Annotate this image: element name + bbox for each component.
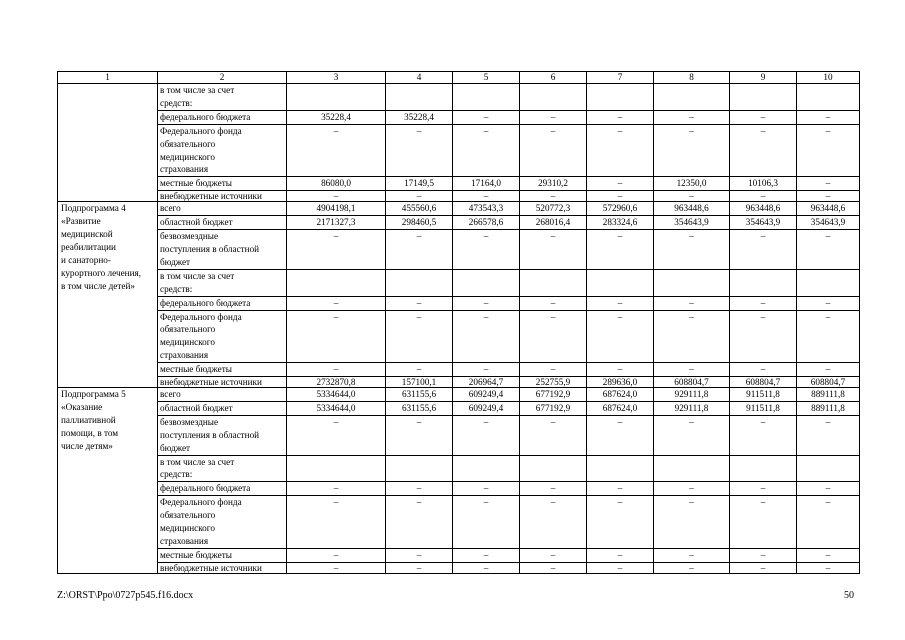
funding-source: безвозмездные поступления в областной бюджет	[158, 415, 287, 455]
amount-cell: –	[520, 415, 587, 455]
amount-cell: –	[797, 415, 860, 455]
funding-source: всего	[158, 202, 287, 216]
amount-cell	[386, 84, 453, 111]
subprogram-name: Подпрограмма 5 «Оказание паллиативной помощи, в том числе детям»	[58, 388, 158, 574]
table-row	[58, 482, 860, 496]
amount-cell: 608804,7	[654, 377, 730, 388]
amount-cell: –	[386, 191, 453, 202]
amount-cell: 609249,4	[453, 401, 520, 415]
amount-cell: –	[287, 415, 386, 455]
amount-cell: –	[730, 296, 797, 310]
subprogram-name: Подпрограмма 4 «Развитие медицинской реабилитации и санаторно- курортного лечения, в том числе детей»	[58, 202, 158, 388]
amount-cell: –	[730, 482, 797, 496]
amount-cell: 5334644,0	[287, 388, 386, 402]
amount-cell: –	[587, 110, 654, 124]
amount-cell	[797, 84, 860, 111]
amount-cell	[520, 269, 587, 296]
header-row	[58, 72, 860, 84]
amount-cell: –	[730, 363, 797, 377]
table-row	[58, 124, 860, 177]
table-row	[58, 548, 860, 562]
amount-cell: –	[453, 191, 520, 202]
amount-cell: 631155,6	[386, 401, 453, 415]
amount-cell: –	[587, 363, 654, 377]
table-row	[58, 455, 860, 482]
amount-cell: –	[730, 230, 797, 270]
amount-cell: –	[587, 548, 654, 562]
amount-cell: –	[520, 230, 587, 270]
funding-source: местные бюджеты	[158, 548, 287, 562]
amount-cell: –	[587, 482, 654, 496]
amount-cell: 5334644,0	[287, 401, 386, 415]
amount-cell: 687624,0	[587, 401, 654, 415]
amount-cell: 608804,7	[797, 377, 860, 388]
table-row	[58, 191, 860, 202]
amount-cell: –	[654, 415, 730, 455]
subprogram-name	[58, 84, 158, 202]
amount-cell: –	[520, 482, 587, 496]
amount-cell: 289636,0	[587, 377, 654, 388]
amount-cell: 2171327,3	[287, 216, 386, 230]
funding-source: местные бюджеты	[158, 363, 287, 377]
amount-cell: 963448,6	[730, 202, 797, 216]
amount-cell: 911511,8	[730, 388, 797, 402]
amount-cell	[587, 455, 654, 482]
amount-cell: 631155,6	[386, 388, 453, 402]
funding-source: областной бюджет	[158, 216, 287, 230]
amount-cell: –	[453, 415, 520, 455]
amount-cell: –	[453, 548, 520, 562]
column-number: 4	[386, 72, 453, 84]
amount-cell: –	[287, 124, 386, 177]
amount-cell: 17164,0	[453, 177, 520, 191]
amount-cell: –	[797, 482, 860, 496]
amount-cell: 677192,9	[520, 401, 587, 415]
column-number: 9	[730, 72, 797, 84]
amount-cell: –	[654, 124, 730, 177]
amount-cell: –	[730, 110, 797, 124]
amount-cell: 963448,6	[797, 202, 860, 216]
amount-cell: –	[797, 124, 860, 177]
amount-cell: –	[287, 496, 386, 549]
funding-source: областной бюджет	[158, 401, 287, 415]
funding-source: в том числе за счет средств:	[158, 84, 287, 111]
funding-source: Федерального фонда обязательного медицинского страхования	[158, 124, 287, 177]
amount-cell: –	[654, 562, 730, 573]
amount-cell: –	[587, 177, 654, 191]
amount-cell: –	[587, 310, 654, 363]
amount-cell: –	[453, 230, 520, 270]
amount-cell: 10106,3	[730, 177, 797, 191]
amount-cell: –	[386, 415, 453, 455]
funding-source: внебюджетные источники	[158, 562, 287, 573]
amount-cell: –	[386, 310, 453, 363]
amount-cell: –	[797, 110, 860, 124]
amount-cell: –	[453, 124, 520, 177]
amount-cell: –	[287, 482, 386, 496]
amount-cell: –	[520, 191, 587, 202]
amount-cell	[453, 269, 520, 296]
amount-cell: –	[453, 310, 520, 363]
amount-cell: –	[520, 562, 587, 573]
amount-cell	[654, 269, 730, 296]
amount-cell: –	[386, 482, 453, 496]
amount-cell: –	[654, 110, 730, 124]
amount-cell: –	[654, 363, 730, 377]
amount-cell: –	[797, 363, 860, 377]
amount-cell: –	[730, 562, 797, 573]
amount-cell: 268016,4	[520, 216, 587, 230]
amount-cell: –	[287, 548, 386, 562]
column-number: 2	[158, 72, 287, 84]
amount-cell: –	[386, 230, 453, 270]
amount-cell: –	[453, 482, 520, 496]
amount-cell: –	[797, 296, 860, 310]
amount-cell: 687624,0	[587, 388, 654, 402]
funding-source: местные бюджеты	[158, 177, 287, 191]
amount-cell	[287, 84, 386, 111]
amount-cell	[797, 455, 860, 482]
amount-cell	[287, 269, 386, 296]
amount-cell: 354643,9	[654, 216, 730, 230]
amount-cell: –	[520, 363, 587, 377]
amount-cell: –	[654, 191, 730, 202]
amount-cell: –	[797, 548, 860, 562]
table-row	[58, 110, 860, 124]
amount-cell: 35228,4	[386, 110, 453, 124]
amount-cell: 354643,9	[797, 216, 860, 230]
funding-source: Федерального фонда обязательного медицинского страхования	[158, 310, 287, 363]
amount-cell	[287, 455, 386, 482]
amount-cell: 929111,8	[654, 401, 730, 415]
funding-source: всего	[158, 388, 287, 402]
amount-cell: 889111,8	[797, 388, 860, 402]
amount-cell	[453, 84, 520, 111]
table-row	[58, 177, 860, 191]
amount-cell: –	[453, 363, 520, 377]
amount-cell: –	[797, 496, 860, 549]
amount-cell: 609249,4	[453, 388, 520, 402]
amount-cell	[587, 84, 654, 111]
amount-cell: –	[386, 548, 453, 562]
table-row	[58, 310, 860, 363]
amount-cell: –	[287, 562, 386, 573]
column-number: 8	[654, 72, 730, 84]
amount-cell: 889111,8	[797, 401, 860, 415]
amount-cell: 35228,4	[287, 110, 386, 124]
amount-cell: –	[654, 296, 730, 310]
amount-cell	[453, 455, 520, 482]
amount-cell: 29310,2	[520, 177, 587, 191]
amount-cell	[730, 269, 797, 296]
amount-cell: –	[654, 310, 730, 363]
amount-cell: 298460,5	[386, 216, 453, 230]
amount-cell	[654, 455, 730, 482]
amount-cell: –	[287, 310, 386, 363]
funding-source: федерального бюджета	[158, 296, 287, 310]
amount-cell: –	[587, 415, 654, 455]
amount-cell: –	[730, 124, 797, 177]
amount-cell: –	[453, 496, 520, 549]
amount-cell: –	[386, 363, 453, 377]
table-row	[58, 562, 860, 573]
column-number: 3	[287, 72, 386, 84]
amount-cell: –	[587, 191, 654, 202]
amount-cell: –	[386, 124, 453, 177]
column-number: 10	[797, 72, 860, 84]
amount-cell	[520, 84, 587, 111]
amount-cell: 157100,1	[386, 377, 453, 388]
amount-cell: –	[287, 230, 386, 270]
amount-cell: 520772,3	[520, 202, 587, 216]
column-number: 1	[58, 72, 158, 84]
amount-cell: –	[520, 310, 587, 363]
amount-cell: –	[797, 310, 860, 363]
amount-cell: 929111,8	[654, 388, 730, 402]
funding-source: внебюджетные источники	[158, 377, 287, 388]
amount-cell: 266578,6	[453, 216, 520, 230]
amount-cell: –	[587, 124, 654, 177]
amount-cell	[386, 269, 453, 296]
amount-cell: 455560,6	[386, 202, 453, 216]
table-row	[58, 496, 860, 549]
amount-cell: –	[587, 496, 654, 549]
table-row	[58, 202, 860, 216]
amount-cell: –	[730, 496, 797, 549]
amount-cell: –	[386, 296, 453, 310]
amount-cell: –	[520, 496, 587, 549]
funding-source: безвозмездные поступления в областной бюджет	[158, 230, 287, 270]
amount-cell: –	[520, 110, 587, 124]
funding-source: Федерального фонда обязательного медицинского страхования	[158, 496, 287, 549]
amount-cell: –	[654, 482, 730, 496]
column-number: 5	[453, 72, 520, 84]
budget-table	[57, 71, 860, 574]
amount-cell: 473543,3	[453, 202, 520, 216]
amount-cell	[730, 84, 797, 111]
amount-cell: –	[386, 496, 453, 549]
page-number: 50	[844, 590, 854, 601]
amount-cell	[587, 269, 654, 296]
amount-cell: –	[520, 548, 587, 562]
amount-cell: –	[797, 230, 860, 270]
funding-source: федерального бюджета	[158, 482, 287, 496]
amount-cell: –	[730, 310, 797, 363]
column-number: 6	[520, 72, 587, 84]
amount-cell: –	[587, 562, 654, 573]
funding-source: федерального бюджета	[158, 110, 287, 124]
amount-cell: 86080,0	[287, 177, 386, 191]
amount-cell: –	[654, 230, 730, 270]
amount-cell: –	[587, 296, 654, 310]
amount-cell: 963448,6	[654, 202, 730, 216]
amount-cell: 572960,6	[587, 202, 654, 216]
table-row	[58, 363, 860, 377]
amount-cell: –	[730, 415, 797, 455]
amount-cell: –	[287, 296, 386, 310]
amount-cell: 17149,5	[386, 177, 453, 191]
amount-cell: –	[287, 191, 386, 202]
amount-cell: –	[386, 562, 453, 573]
table-row	[58, 415, 860, 455]
amount-cell	[797, 269, 860, 296]
funding-source: в том числе за счет средств:	[158, 455, 287, 482]
amount-cell: 12350,0	[654, 177, 730, 191]
amount-cell: –	[654, 496, 730, 549]
amount-cell: –	[453, 562, 520, 573]
amount-cell: 283324,6	[587, 216, 654, 230]
amount-cell: –	[287, 363, 386, 377]
amount-cell: 4904198,1	[287, 202, 386, 216]
table-row	[58, 401, 860, 415]
amount-cell: 2732870,8	[287, 377, 386, 388]
table-row	[58, 230, 860, 270]
amount-cell: –	[730, 191, 797, 202]
amount-cell: 608804,7	[730, 377, 797, 388]
amount-cell: –	[520, 296, 587, 310]
amount-cell	[520, 455, 587, 482]
amount-cell: 354643,9	[730, 216, 797, 230]
amount-cell: –	[797, 191, 860, 202]
amount-cell	[730, 455, 797, 482]
table-row	[58, 84, 860, 111]
amount-cell	[386, 455, 453, 482]
funding-source: внебюджетные источники	[158, 191, 287, 202]
file-path: Z:\ORST\Ppo\0727p545.f16.docx	[57, 590, 194, 601]
table-row	[58, 296, 860, 310]
amount-cell: –	[654, 548, 730, 562]
amount-cell: –	[453, 110, 520, 124]
amount-cell: 252755,9	[520, 377, 587, 388]
amount-cell: –	[587, 230, 654, 270]
table-row	[58, 377, 860, 388]
amount-cell: 206964,7	[453, 377, 520, 388]
funding-source: в том числе за счет средств:	[158, 269, 287, 296]
column-number: 7	[587, 72, 654, 84]
amount-cell: 677192,9	[520, 388, 587, 402]
table-row	[58, 388, 860, 402]
amount-cell: –	[797, 562, 860, 573]
amount-cell	[654, 84, 730, 111]
amount-cell: –	[453, 296, 520, 310]
amount-cell: –	[730, 548, 797, 562]
amount-cell: 911511,8	[730, 401, 797, 415]
amount-cell: –	[520, 124, 587, 177]
table-row	[58, 216, 860, 230]
table-row	[58, 269, 860, 296]
amount-cell: –	[797, 177, 860, 191]
